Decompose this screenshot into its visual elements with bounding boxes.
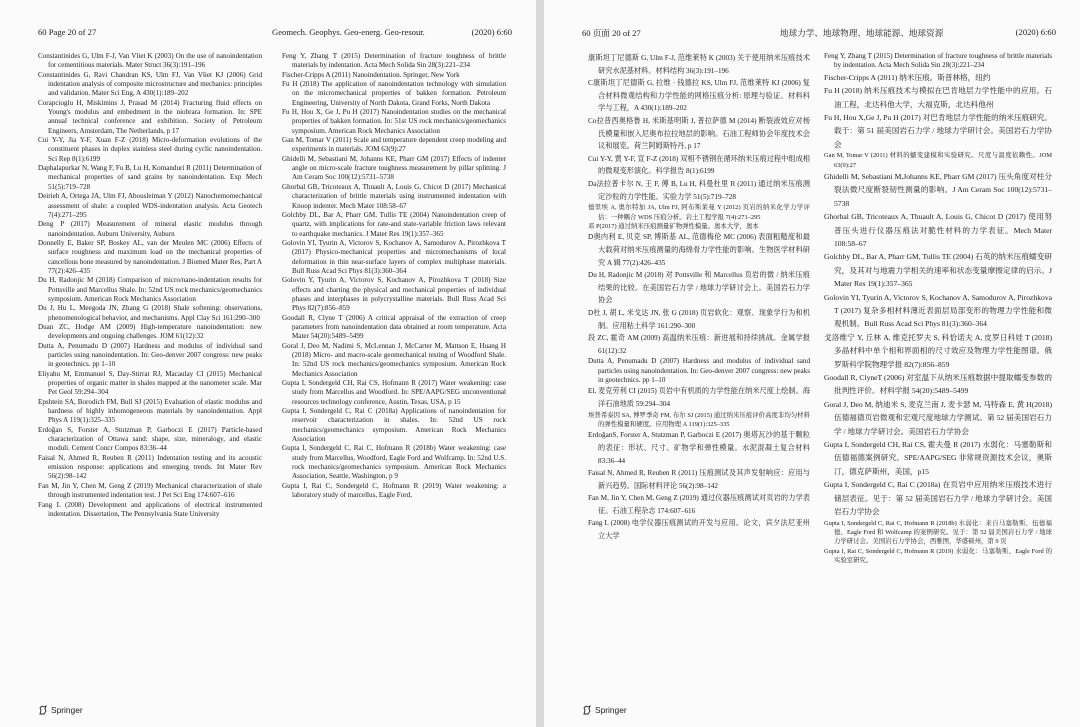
reference-entry: Gupta I, Sondergeld C, Rai C (2018a) 在页岩中应用纳米压痕技术进行储层表征。见于：第 52 届美国岩石力学 / 地球力学研讨会。美国岩石力学协会 <box>824 480 1052 517</box>
reference-entry: Gupta I, Sondergeld C, Rai C, Hofmann R (2018b) Water weakening: case study from Marcellus, Woodford, Eagle Ford and Wolfcamp. In: 52nd U.S. rock mechanics/geomechanics symposium. American Rock Mechanics Association, Seattle, Washington, p 9 <box>282 444 506 481</box>
reference-entry: D奥内利 E, 贝克 SP, 博斯基 AL, 范德梅伦 MC (2006) 表面粗糙度和最大载荷对纳米压痕测量的海绵骨力学性能的影响。生物医学材料研究 A 辑 77(2):426–435 <box>588 233 810 267</box>
reference-entry: 埃普希泰因 SA, 博罗季奇 FM, 布尔 SJ (2015) 通过纳米压痕评价高度非均匀材料的弹性模量和硬度。应用物理 A 119(1):325–335 <box>588 411 810 428</box>
right-page <box>544 0 1080 727</box>
reference-entry: Golovin YI, Tyurin A, Victorov S, Kochanov A, Samodurov A, Pirozhkova T (2017) 复杂多相材料薄近表面层局部变形的物理力学性能和微观机制。Bull Russ Acad Sci Phys 81(3):360–364 <box>824 292 1052 329</box>
reference-entry: Dutta A, Penumadu D (2007) Hardness and modulus of individual sand particles using nanoindentation. In: Geo-denver 2007 congress: new peaks in geotechnics. pp 1–10 <box>38 341 262 369</box>
reference-entry: Faisal N, Ahmed R, Reuben R (2011) Indentation testing and its acoustic emission response: applications and emerging trends. Int Mater Rev 56(2):98–142 <box>38 453 262 481</box>
reference-entry: Ghidelli M, Sebastiani M, Johanns KE, Pharr GM (2017) Effects of indenter angle on micro-scale fracture toughness measurement by pillar splitting. J Am Ceram Soc 100(12):5731–5738 <box>282 154 506 182</box>
reference-entry: Epshtein SA, Borodich FM, Bull SJ (2015) Evaluation of elastic modulus and hardness of highly inhomogeneous materials by nanoindentation. Appl Phys A 119(1):325–335 <box>38 397 262 425</box>
reference-entry: Cui Y-Y, 贾 Y-F, 宣 F-Z (2018) 双相不锈钢在循环纳米压痕过程中组成相的微观变形演化。科学报告 8(1):6199 <box>588 154 810 176</box>
reference-entry: 康斯坦丁尼德斯 G, Ulm F-J, 范维莱特 K (2003) 关于使用纳米压痕技术研究水泥基材料。材料结构 36(3):191–196 <box>588 54 810 75</box>
reference-entry: Fu H (2018) 纳米压痕技术与模拟在巴肯地层力学性能中的应用。石油工程，北达科他大学，大福克斯，北达科他州 <box>824 86 1052 109</box>
reference-entry: Corapcioglu H, Miskimins J, Prasad M (2014) Fracturing fluid effects on Young's modulus and embedment in the niobrara formation. In: SPE annual technical conference and exhibition. Society of Petroleum Engineers, Amsterdam, The Netherlands, p 17 <box>38 98 262 135</box>
reference-entry: Goral J, Deo M, Nadimi S, McLennan J, McCarter M, Mattson E, Huang H (2018) Micro- and macro-scale geomechanical testing of Woodford Shale. In: 52nd US rock mechanics/geomechanics symposium. American Rock Mechanics Association <box>282 341 506 378</box>
reference-entry: Faisal N, Ahmed R, Reuben R (2011) 压痕测试及其声发射响应：应用与新兴趋势。国际材料评论 56(2):98–142 <box>588 469 810 490</box>
reference-column-1 <box>38 52 262 692</box>
reference-entry: ErdoğanS, Forster A, Stutzman P, Garboczi E (2017) 奥塔瓦沙的基于颗粒的表征：形状、尺寸、矿物学和弹性模量。水泥混凝土复合材料 83:36–44 <box>588 431 810 465</box>
reference-entry: Deirieh A, Ortega JA, Ulm FJ, Abousleiman Y (2012) Nanochemomechanical assessment of shale: a coupled WDS-indentation analysis. Acta Geotech 7(4):271–295 <box>38 192 262 219</box>
springer-horse-icon <box>582 705 592 715</box>
journal-title: Geomech. Geophys. Geo-energ. Geo-resour. <box>272 27 425 37</box>
reference-entry: 邓 P(2017) 通过纳米压痕测量矿物弹性模量。奥本大学，奥本 <box>588 222 759 230</box>
reference-entry: Fan M, Jin Y, Chen M, Geng Z (2019) Mechanical characterization of shale through instrumented indentation test. J Pet Sci Eng 174:607–616 <box>38 481 262 500</box>
reference-entry: Gupta I, Rai C, Sondergeld C, Hofmann R (2019) 水弱化：马塞勒斯、Eagle Ford 的实验室研究。 <box>824 547 1052 565</box>
reference-entry: Dutta A, Penumadu D (2007) Hardness and modulus of individual sand particles using nanoindentation. In: Geo-denver 2007 congress: new peaks in geotechnics. pp 1–10 <box>588 357 810 384</box>
reference-entry: Gan M, Tomar V (2011) 材料的蠕变建模和实验研究。尺度与温度依赖性。JOM 63(9):27 <box>824 152 1052 169</box>
reference-entry: Gan M, Tomar V (2011) Scale and temperature dependent creep modeling and experiments in materials. JOM 63(9):27 <box>282 136 506 154</box>
reference-entry: Fang L (2008) Development and applications of electrical instrumented indentation. Dissertation, The Pennsylvania State University <box>38 500 262 518</box>
reference-entry: Goodall R, ClyneT (2006) 对室温下从纳米压痕数据中提取蠕变参数的批判性评价。材料学报 54(20):5489–5499 <box>824 373 1052 396</box>
reference-entry: Fang L (2008) 电学仪器压痕测试的开发与应用。论文，宾夕法尼亚州立大学 <box>588 519 810 541</box>
reference-entry: Cui Y-Y, Jia Y-F, Xuan F-Z (2018) Micro-deformation evolutions of the constituent phases in duplex stainless steel during cyclic nanoindentation. Sci Rep 8(1):6199 <box>38 136 262 163</box>
reference-entry: 德里埃 A, 奥尔特加 JA, Ulm FJ, 阿布斯莱曼 Y (2012) 页岩的纳米化学力学评估：一种耦合 WDS 压痕分析。岩土工程学报 7(4):271–295 <box>588 204 810 221</box>
reference-entry: Constantinides G, Ravi Chandran KS, Ulm FJ, Van Vliet KJ (2006) Grid indentation analysis of composite microstructure and mechanics: principles and validation. Mater Sci Eng, A 430(1):189–202 <box>38 70 262 98</box>
reference-entry: Fischer-Cripps A (2011) Nanoindentation. Springer, New York <box>282 70 460 79</box>
reference-column-2 <box>824 52 1052 692</box>
reference-entry: Fu H (2018) The application of nanoindentation technology with simulation on the micromechanical properties of bakken formation. Petroleum Engineering, University of North Dakota, Grand Forks, North Dakota <box>282 80 506 107</box>
reference-entry: Gupta I, Sondergeld CH, Rai CS, 霍夫曼 R (2017) 水弱化：马塞勒斯和伍德福德案例研究。SPE/AAPG/SEG 非常规资源技术会议，奥斯汀，德克萨斯州，美国，p15 <box>824 440 1052 476</box>
reference-entry: Fu H, Hou X, Ge J, Pu H (2017) Nanoindentation studies on the mechanical properties of bakken formation. In: 51st US rock mechanics/geomechanics symposium. American Rock Mechanics Association <box>282 108 506 135</box>
publisher-footer <box>582 705 627 715</box>
reference-entry: Duan ZC, Hodge AM (2009) High-temperature nanoindentation: new developments and ongoing challenges. JOM 61(12):32 <box>38 322 262 341</box>
reference-entry: Donnelly E, Baker SP, Boskey AL, van der Meulen MC (2006) Effects of surface roughness and maximum load on the mechanical properties of cancellous bone measured by nanoindentation. J Biomed Mater Res, Part A 77(2):426–435 <box>38 238 262 275</box>
reference-entry: Feng Y, Zhang T (2015) Determination of fracture toughness of brittle materials by indentation. Acta Mech Solida Sin 28(3):221–234 <box>282 52 506 70</box>
reference-entry: Golovin YI, Tyurin A, Victorov S, Kochanov A, Samodurov A, Pirozhkova T (2017) Physico-mechanical properties and micromechanisms of local deformation in thin near-surface layers of complex multiphase materials. Bull Russ Acad Sci Phys 81(3):360–364 <box>282 238 506 275</box>
year-issue: (2020) 6:60 <box>471 27 512 37</box>
reference-entry: Gupta I, Sondergeld CH, Rai CS, Hofmann R (2017) Water weakening: case study from Marcellus and Woodford. In: SPE/AAPG/SEG unconventional resources technology conference, Austin, Texas, USA, p 15 <box>282 379 506 406</box>
journal-title: 地球力学、地球物理、地球能源、地球资源 <box>780 28 944 38</box>
reference-entry: Fan M, Jin Y, Chen M, Geng Z (2019) 通过仪器压痕测试对页岩的力学表征。石油工程杂志 174:607–616 <box>588 494 810 515</box>
left-page <box>0 0 536 727</box>
reference-column-2 <box>282 52 506 692</box>
reference-entry: Fischer-Cripps A (2011) 纳米压痕。斯普林格，纽约 <box>824 72 991 82</box>
reference-column-1 <box>588 52 810 692</box>
reference-entry: Goral J, Deo M, 纳迪米 S, 麦克兰南 J, 麦卡瑟 M, 马特森 E, 黄 H(2018) 伍德福德页岩微观和宏观尺度地球力学测试。第 52 届美国岩石力学 / 地球力学研讨会。美国岩石力学协会 <box>824 399 1052 436</box>
year-issue: (2020) 6:60 <box>1015 27 1056 37</box>
publisher-name: Springer <box>51 705 83 715</box>
reference-entry: D杜 J, 胡 L, 米戈达 JN, 张 G (2018) 页岩软化：观察、现象学行为和机制。应用粘土科学 161:290–300 <box>588 308 810 330</box>
page-header <box>38 27 512 41</box>
reference-entry: Feng Y, Zhang T (2015) Determination of fracture toughness of brittle materials by indentation. Acta Mech Solida Sin 28(3):221–234 <box>824 52 1052 70</box>
page-header <box>582 27 1056 41</box>
reference-entry: Deng P (2017) Measurement of mineral elastic modulus through nanoindentation. Auburn University, Auburn <box>38 220 262 238</box>
reference-entry: C康斯坦丁尼德斯 G, 拉维 · 钱德拉 KS, Ulm FJ, 范维莱特 KJ (2006) 复合材料微观结构和力学性能的网格压痕分析: 原理与验证。材料科学与工程，A 430(1):189–202 <box>588 79 810 113</box>
reference-entry: Gupta I, Sondergeld C, Rai C (2018a) Applications of nanoindentation for reservoir characterization in shales. In: 52nd US rock mechanics/geomechanics symposium. American Rock Mechanics Association <box>282 407 506 444</box>
reference-entry: Gupta I, Rai C, Sondergeld C, Hofmann R (2019) Water weakening: a laboratory study of marcellus, Eagle Ford, <box>282 481 506 500</box>
page-label: 60 页面 20 of 27 <box>582 28 641 38</box>
reference-entry: Du H, Radonjic M (2018) Comparison of micro/nano-indentation results for Pottsville and Marcellus Shale. In: 52nd US rock mechanics/geomechanics symposium. American Rock Mechanics Association <box>38 276 262 303</box>
reference-entry: Gupta I, Sondergeld C, Rai C, Hofmann R (2018b) 水弱化：来自马塞勒斯、伍德福德、Eagle Ford 和 Wolfcamp 的案例研究。见于：第 52 届美国岩石力学 / 地球力学研讨会。美国岩石力学协会，西雅图，华盛顿州，第 9 页 <box>824 519 1052 546</box>
page-gutter <box>536 0 544 727</box>
springer-horse-icon <box>38 705 48 715</box>
page-label: 60 Page 20 of 27 <box>38 27 97 37</box>
reference-entry: Eliyahu M, Emmanuel S, Day-Stirrat RJ, Macaulay CI (2015) Mechanical properties of organic matter in shales mapped at the nanometer scale. Mar Pet Geol 59:294–304 <box>38 369 262 397</box>
reference-entry: Erdoğan S, Forster A, Stutzman P, Garboczi E (2017) Particle-based characterization of Ottawa sand: shape, size, mineralogy, and elastic moduli. Cement Concr Compos 83:36–44 <box>38 425 262 453</box>
reference-entry: Ghorbal GB, Tricoteaux A, Thuault A, Louis G, Chicot D (2017) 使用努普压头进行仪器压痕法对脆性材料的力学表征。Mech Mater 108:58–67 <box>824 212 1052 248</box>
publisher-footer <box>38 705 83 715</box>
reference-entry: Golchby DL, Bar A, Pharr GM, Tullis TE (2004) Nanoindentation creep of quartz, with implications for rate-and state-variable friction laws relevant to earthquake mechanics. J Mater Res 19(1):357–365 <box>282 210 506 238</box>
reference-entry: Golchby DL, Bar A, Pharr GM, Tullis TE (2004) 石英的纳米压痕蠕变研究，及其对与地震力学相关的速率和状态变量摩擦定律的启示。J Mater Res 19(1):357–365 <box>824 252 1052 289</box>
publisher-name: Springer <box>595 705 627 715</box>
reference-entry: Golovin Y, Tyurin A, Victorov S, Kochanov A, Pirozhkova T (2018) Size effects and charting the physical and mechanical properties of individual phases and interphases in polycrystalline materials. Bull Russ Acad Sci Phys 82(7):856–859 <box>282 276 506 313</box>
reference-entry: Da法拉普卡尔 N, 王 F, 傅 B, Lu H, 科曼杜里 R (2011) 通过纳米压痕测定沙粒的力学性能。实验力学 51(5):719–728 <box>588 179 810 201</box>
reference-entry: Du J, Hu L, Meegoda JN, Zhang G (2018) Shale softening: observations, phenomenological behavior, and mechanisms. Appl Clay Sci 161:290–300 <box>38 304 262 322</box>
reference-entry: Daphalapurkar N, Wang F, Fu B, Lu H, Komanduri R (2011) Determination of mechanical properties of sand grains by nanoindentation. Exp Mech 51(5):719–728 <box>38 164 262 191</box>
reference-entry: Ghidelli M, Sebastiani M,Johanns KE, Pharr GM (2017) 压头角度对柱分裂法微尺度断裂韧性测量的影响。J Am Ceram Soc 100(12):5731–5738 <box>824 171 1052 208</box>
reference-entry: 戈洛维宁 Y, 丘林 A, 维克托罗夫 S, 科恰诺夫 A, 皮罗日科娃 T (2018) 多晶材料中单个相和界面相的尺寸效应及物理力学性能图谱。俄罗斯科学院物理学报 82(7):856–859 <box>824 332 1052 369</box>
reference-entry: Fu H, Hou X,Ge J, Pu H (2017) 对巴肯地层力学性能的纳米压痕研究。载于：第 51 届美国岩石力学 / 地球力学研讨会。美国岩石力学协会 <box>824 112 1052 149</box>
reference-entry: Co拉普西奥格鲁 H, 米斯基明斯 J, 普拉萨德 M (2014) 断裂液效应对杨氏模量和嵌入尼奥布拉拉地层的影响。石油工程师协会年度技术会议和展览。荷兰阿姆斯特丹, p 17 <box>588 116 810 151</box>
reference-entry: Constantinides G, Ulm F-J, Van Vliet K (2003) On the use of nanoindentation for cementitious materials. Mater Struct 36(3):191–196 <box>38 52 262 70</box>
reference-entry: El, 麦克劳利 CI (2015) 页岩中有机质的力学性能在纳米尺度上绘制。海洋石油地质 59:294–304 <box>588 387 810 408</box>
reference-entry: 段 ZC, 霍奇 AM (2009) 高温纳米压痕：新进展和持续挑战。金属学报 61(12):32 <box>588 334 810 355</box>
reference-entry: Du H, Radonjic M (2018) 对 Pottsville 和 Marcellus 页岩的微 / 纳米压痕结果的比较。在美国岩石力学 / 地球力学研讨会上。美国岩石力学协会 <box>588 271 810 305</box>
reference-entry: Ghorbal GB, Tricoteaux A, Thuault A, Louis G, Chicot D (2017) Mechanical characterization of brittle materials using instrumented indentation with Knoop indenter. Mech Mater 108:58–67 <box>282 182 506 210</box>
reference-entry: Goodall R, Clyne T (2006) A critical appraisal of the extraction of creep parameters from nanoindentation data obtained at room temperature. Acta Mater 54(20):5489–5499 <box>282 313 506 341</box>
